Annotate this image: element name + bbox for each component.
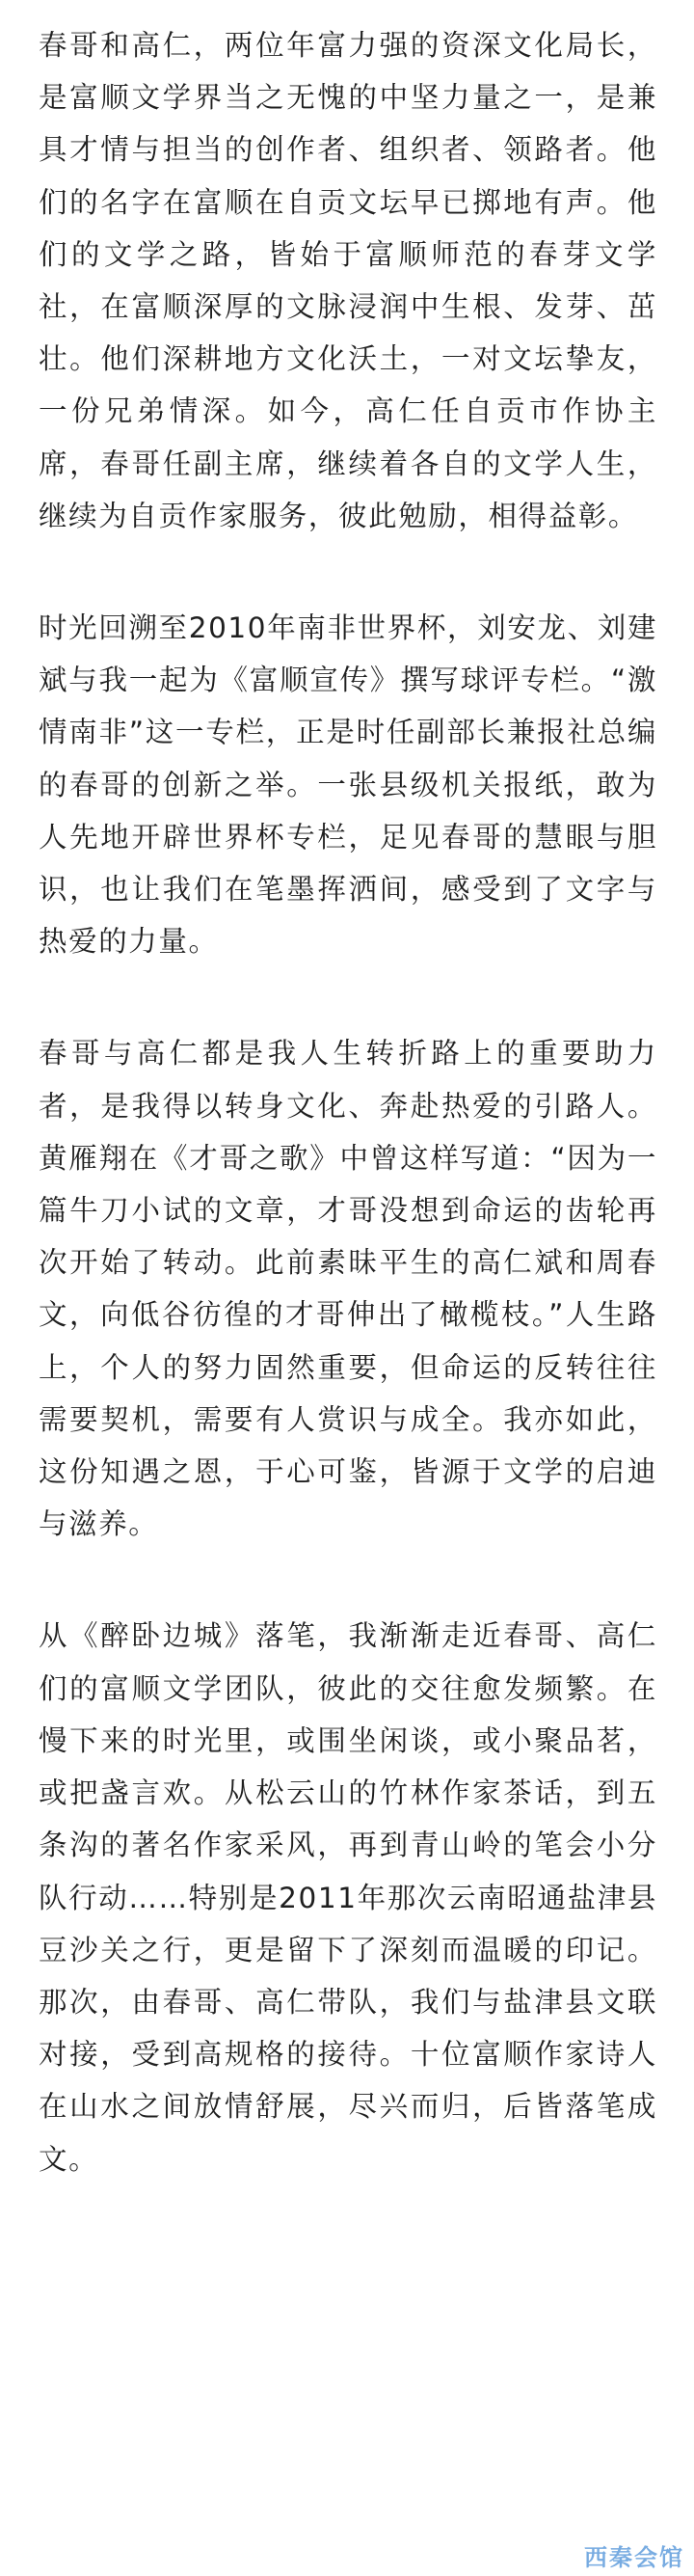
paragraph-2: 时光回溯至2010年南非世界杯，刘安龙、刘建斌与我一起为《富顺宣传》撰写球评专栏。“激情南非”这一专栏，正是时任副部长兼报社总编的春哥的创新之举。一张县级机关报纸，敢为人先地开辟世界杯专栏，足见春哥的慧眼与胆识，也让我们在笔墨挥洒间，感受到了文字与热爱的力量。 (39, 611, 657, 959)
paragraph-4: 从《醉卧边城》落笔，我渐渐走近春哥、高仁们的富顺文学团队，彼此的交往愈发频繁。在慢下来的时光里，或围坐闲谈，或小聚品茗，或把盏言欢。从松云山的竹林作家茶话，到五条沟的著名作家采风，再到青山岭的笔会小分队行动……特别是2011年那次云南昭通盐津县豆沙关之行，更是留下了深刻而温暖的印记。那次，由春哥、高仁带队，我们与盐津县文联对接，受到高规格的接待。十位富顺作家诗人在山水之间放情舒展，尽兴而归，后皆落笔成文。 (39, 1619, 657, 2176)
article-body (39, 19, 657, 2185)
paragraph-3: 春哥与高仁都是我人生转折路上的重要助力者，是我得以转身文化、奔赴热爱的引路人。黄雁翔在《才哥之歌》中曾这样写道：“因为一篇牛刀小试的文章，才哥没想到命运的齿轮再次开始了转动。此前素昧平生的高仁斌和周春文，向低谷彷徨的才哥伸出了橄榄枝。”人生路上，个人的努力固然重要，但命运的反转往往需要契机，需要有人赏识与成全。我亦如此，这份知遇之恩，于心可鉴，皆源于文学的启迪与滋养。 (39, 1037, 657, 1541)
paragraph-1: 春哥和高仁，两位年富力强的资深文化局长，是富顺文学界当之无愧的中坚力量之一，是兼具才情与担当的创作者、组织者、领路者。他们的名字在富顺在自贡文坛早已掷地有声。他们的文学之路，皆始于富顺师范的春芽文学社，在富顺深厚的文脉浸润中生根、发芽、茁壮。他们深耕地方文化沃土，一对文坛挚友，一份兄弟情深。如今，高仁任自贡市作协主席，春哥任副主席，继续着各自的文学人生，继续为自贡作家服务，彼此勉励，相得益彰。 (39, 29, 657, 532)
watermark-logo: 西秦会馆 (584, 2544, 684, 2571)
